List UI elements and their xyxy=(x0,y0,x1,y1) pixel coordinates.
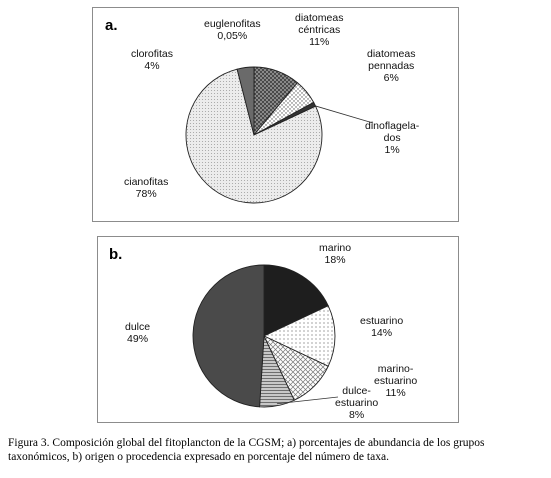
label-dulce-estuarino: dulce- estuarino 8% xyxy=(335,385,379,421)
label-dinoflagelados: dinoflagela- dos 1% xyxy=(365,120,420,156)
label-dulce: dulce 49% xyxy=(125,321,151,345)
label-diatomeas-centricas: diatomeas céntricas 11% xyxy=(295,12,344,48)
panel-letter-b: b. xyxy=(109,246,123,263)
label-clorofitas: clorofitas 4% xyxy=(131,48,174,72)
label-diatomeas-pennadas: diatomeas pennadas 6% xyxy=(367,48,416,84)
pie-a-leader-3 xyxy=(313,105,373,123)
panel-letter-a: a. xyxy=(105,17,118,34)
figure-panel-b xyxy=(97,236,459,423)
label-estuarino: estuarino 14% xyxy=(360,315,404,339)
label-euglenofitas: euglenofitas 0,05% xyxy=(204,18,261,42)
figure-panel-a xyxy=(92,7,459,222)
label-marino-estuarino: marino- estuarino 11% xyxy=(374,363,418,399)
pie-b-slice-4 xyxy=(193,265,264,407)
label-marino: marino 18% xyxy=(319,242,352,266)
label-cianofitas: cianofitas 78% xyxy=(124,176,169,200)
figure-caption: Figura 3. Composición global del fitoplancton de la CGSM; a) porcentajes de abundancia de los grupos taxonómicos, b) origen o procedencia expresado en porcentaje del número de taxa. xyxy=(8,437,485,463)
